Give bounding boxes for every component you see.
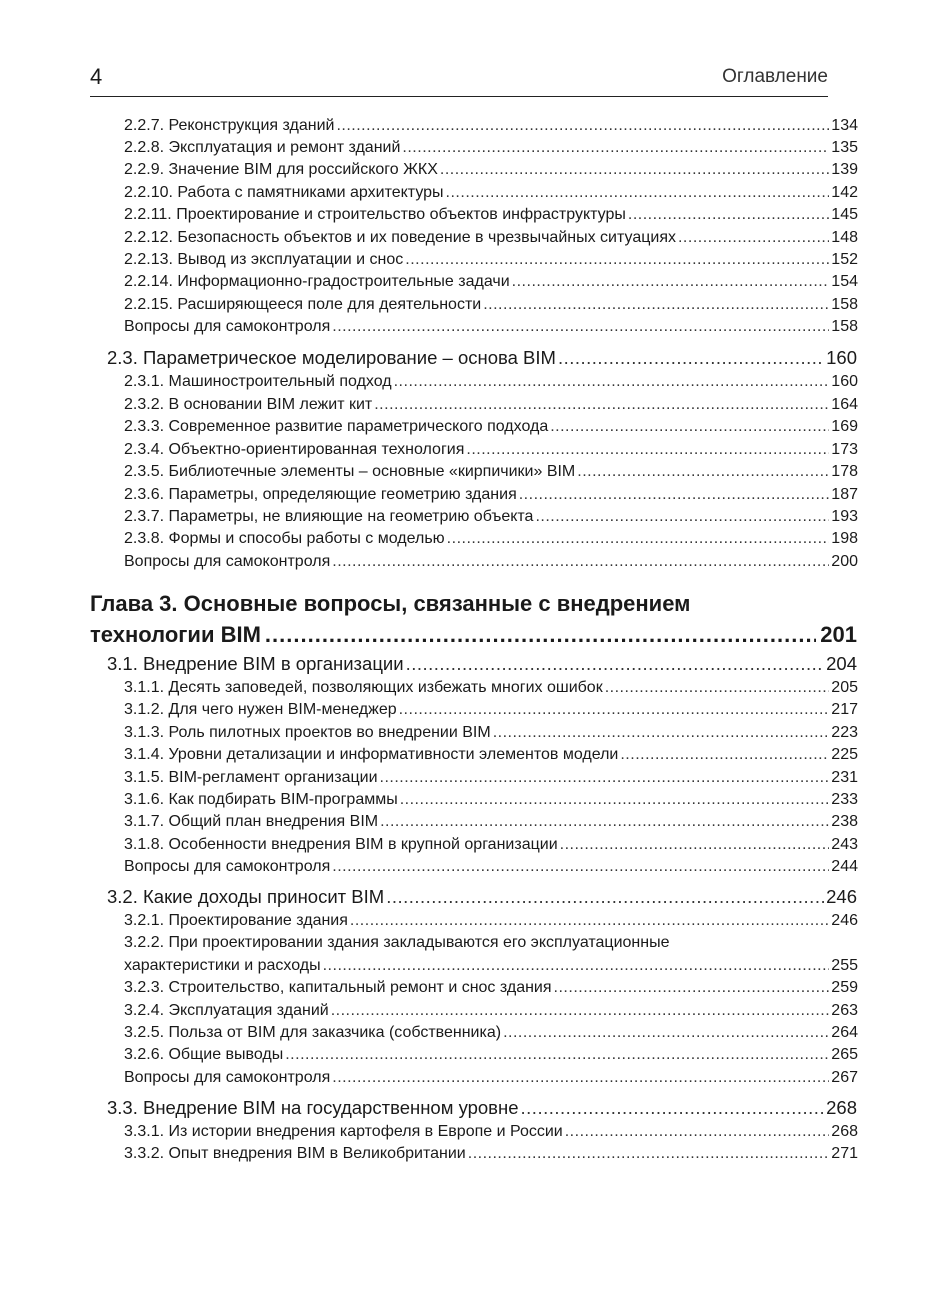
toc-entry: 3.3.2. Опыт внедрения BIM в Великобритании ..... 271 [124,1143,858,1165]
toc-entry: 3.1.4. Уровни детализации и информативности элементов модели ..... 225 [124,744,858,766]
page-header [90,62,828,97]
chapter-title: Глава 3. Основные вопросы, связанные с внедрением [90,591,691,616]
toc-entry: Вопросы для самоконтроля ..... 244 [124,856,858,878]
toc-entry: 2.2.14. Информационно-градостроительные задачи ..... 154 [124,271,858,293]
toc-entry: 2.2.9. Значение BIM для российского ЖКХ ..... 139 [124,159,858,181]
toc-entry: 3.2.4. Эксплуатация зданий ..... 263 [124,1000,858,1022]
toc-entry-wrapped-end: характеристики и расходы ..... 255 [124,955,858,977]
toc-entry: 3.2.6. Общие выводы ..... 265 [124,1044,858,1066]
toc-entry: 2.2.13. Вывод из эксплуатации и снос ..... 152 [124,249,858,271]
toc-entry: 2.2.12. Безопасность объектов и их поведение в чрезвычайных ситуациях ..... 148 [124,227,858,249]
chapter-title-continued: технологии BIM ..... 201 [90,619,857,651]
toc-entry: 2.2.11. Проектирование и строительство объектов инфраструктуры ..... 145 [124,204,858,226]
toc-entry: 3.1.5. BIM-регламент организации ..... 231 [124,767,858,789]
toc-entry: 2.3.2. В основании BIM лежит кит ..... 164 [124,394,858,416]
toc-entry: 3.2.3. Строительство, капитальный ремонт и снос здания ..... 259 [124,977,858,999]
toc-entry-wrapped: 3.2.2. При проектировании здания закладываются его эксплуатационные [124,934,670,951]
toc-entry: 2.3.3. Современное развитие параметрического подхода ..... 169 [124,416,858,438]
running-title: Оглавление [722,66,828,87]
toc-entry: 3.1.7. Общий план внедрения BIM ..... 238 [124,811,858,833]
toc-entry: 2.2.15. Расширяющееся поле для деятельности ..... 158 [124,294,858,316]
toc-section: 2.3. Параметрическое моделирование – основа BIM ..... 160 [107,345,857,371]
toc-entry: 3.2.1. Проектирование здания ..... 246 [124,910,858,932]
toc-entry: 2.2.10. Работа с памятниками архитектуры ..... 142 [124,182,858,204]
toc-entry: 3.1.3. Роль пилотных проектов во внедрении BIM ..... 223 [124,722,858,744]
toc-section: 3.1. Внедрение BIM в организации ..... 204 [107,651,857,677]
toc-section: 3.2. Какие доходы приносит BIM ..... 246 [107,884,857,910]
toc-entry: 3.1.6. Как подбирать BIM-программы ..... 233 [124,789,858,811]
toc-entry: Вопросы для самоконтроля ..... 267 [124,1067,858,1089]
toc-entry: 2.2.7. Реконструкция зданий ..... 134 [124,115,858,137]
toc-entry: Вопросы для самоконтроля ..... 200 [124,551,858,573]
page-number: 4 [90,64,103,89]
toc-entry: 2.3.6. Параметры, определяющие геометрию здания ..... 187 [124,484,858,506]
toc-entry: 2.3.1. Машиностроительный подход ..... 160 [124,371,858,393]
toc-entry: 2.3.5. Библиотечные элементы – основные «кирпичики» BIM ..... 178 [124,461,858,483]
toc-entry: Вопросы для самоконтроля ..... 158 [124,316,858,338]
toc-entry: 3.2.5. Польза от BIM для заказчика (собственника) ..... 264 [124,1022,858,1044]
toc-entry: 2.3.8. Формы и способы работы с моделью ..... 198 [124,528,858,550]
toc-entry: 3.3.1. Из истории внедрения картофеля в Европе и России ..... 268 [124,1121,858,1143]
toc-entry: 2.3.7. Параметры, не влияющие на геометрию объекта ..... 193 [124,506,858,528]
toc-entry: 3.1.2. Для чего нужен BIM-менеджер ..... 217 [124,699,858,721]
toc-entry: 2.2.8. Эксплуатация и ремонт зданий ..... 135 [124,137,858,159]
toc-entry: 3.1.1. Десять заповедей, позволяющих избежать многих ошибок ..... 205 [124,677,858,699]
toc-section: 3.3. Внедрение BIM на государственном уровне ..... 268 [107,1095,857,1121]
toc-entry: 3.1.8. Особенности внедрения BIM в крупной организации ..... 243 [124,834,858,856]
toc-entry: 2.3.4. Объектно-ориентированная технология ..... 173 [124,439,858,461]
